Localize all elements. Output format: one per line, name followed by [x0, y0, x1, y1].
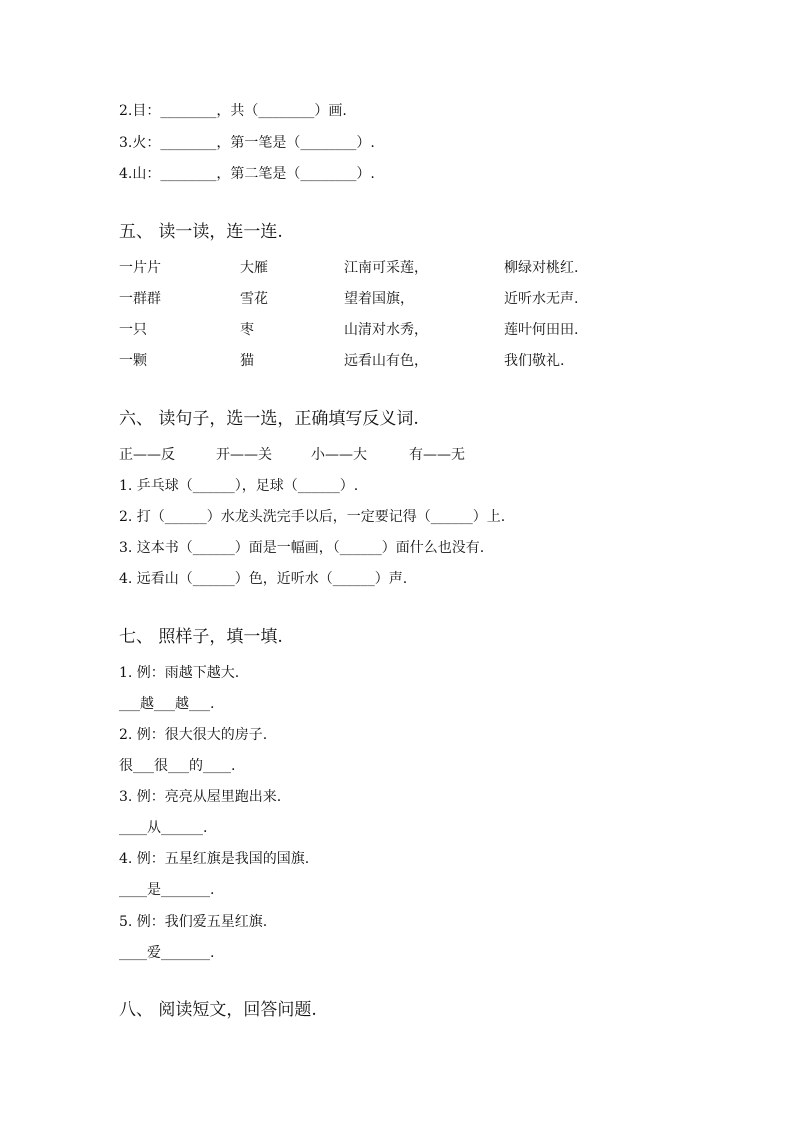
antonym-question-2: 2. 打（______）水龙头洗完手以后，一定要记得（______）上. [119, 509, 506, 525]
match-cell: 莲叶何田田. [504, 322, 579, 338]
match-cell: 远看山有色， [344, 353, 428, 369]
match-cell: 大雁 [240, 260, 268, 276]
match-cell: 一只 [119, 322, 147, 338]
antonym-question-3: 3. 这本书（______）面是一幅画，（______）面什么也没有. [119, 540, 485, 556]
match-cell: 江南可采莲， [344, 260, 428, 276]
example-line: 4. 例：五星红旗是我国的国旗. [119, 851, 310, 867]
fill-line: 很___很___的____. [119, 758, 236, 774]
match-cell: 猫 [240, 353, 254, 369]
match-cell: 一片片 [119, 260, 161, 276]
antonym-question-1: 1. 乒乓球（______），足球（______）. [119, 478, 359, 494]
section-5-heading: 五、 读一读，连一连. [119, 222, 283, 242]
section-8-heading: 八、 阅读短文，回答问题. [119, 1000, 317, 1020]
stroke-question-2: 2.目：________，共（________）画. [119, 103, 347, 119]
example-line: 3. 例：亮亮从屋里跑出来. [119, 789, 282, 805]
match-cell: 山清对水秀， [344, 322, 428, 338]
example-line: 1. 例：雨越下越大. [119, 665, 240, 681]
section-7-heading: 七、 照样子，填一填. [119, 627, 283, 647]
fill-line: ____从______. [119, 820, 208, 836]
match-cell: 一群群 [119, 291, 161, 307]
match-cell: 雪花 [240, 291, 268, 307]
antonym-question-4: 4. 远看山（______）色，近听水（______）声. [119, 571, 408, 587]
match-cell: 枣 [240, 322, 254, 338]
antonym-pair: 正——反 [119, 447, 175, 463]
match-cell: 近听水无声. [504, 291, 579, 307]
example-line: 5. 例：我们爱五星红旗. [119, 914, 268, 930]
section-6-heading: 六、 读句子，选一选，正确填写反义词. [119, 409, 419, 429]
match-cell: 我们敬礼. [504, 353, 565, 369]
antonym-pair: 开——关 [216, 447, 272, 463]
match-cell: 一颗 [119, 353, 147, 369]
match-cell: 望着国旗， [344, 291, 414, 307]
stroke-question-4: 4.山：________，第二笔是（________）. [119, 166, 375, 182]
fill-line: ____爱_______. [119, 945, 215, 961]
stroke-question-3: 3.火：________，第一笔是（________）. [119, 135, 375, 151]
fill-line: ____是_______. [119, 882, 215, 898]
antonym-pair: 有——无 [409, 447, 465, 463]
example-line: 2. 例：很大很大的房子. [119, 727, 268, 743]
match-cell: 柳绿对桃红. [504, 260, 579, 276]
antonym-pair: 小——大 [311, 447, 367, 463]
fill-line: ___越___越___. [119, 696, 215, 712]
